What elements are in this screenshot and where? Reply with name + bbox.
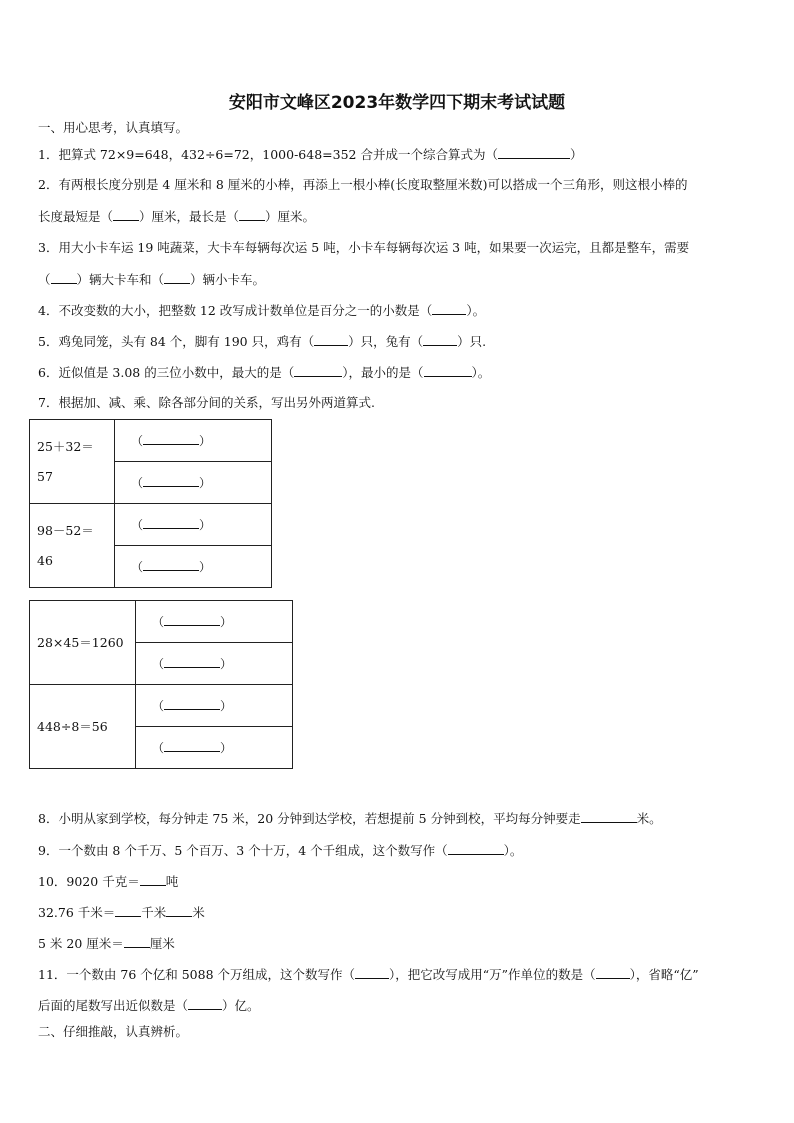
question-3-line-1: 3．用大小卡车运 19 吨蔬菜，大卡车每辆每次运 5 吨，小卡车每辆每次运 3 吨，如果要一次运完，且都是整车，需要 — [38, 240, 690, 255]
q6-text-a: 6．近似值是 3.08 的三位小数中，最大的是（ — [38, 365, 295, 380]
q2-text-b: ）厘米，最长是（ — [139, 209, 240, 224]
q1-text-end: ） — [569, 147, 583, 162]
q3-text-a: （ — [38, 272, 51, 287]
question-11-line-1 — [38, 966, 699, 983]
question-7: 7．根据加、减、乘、除各部分间的关系，写出另外两道算式. — [38, 395, 375, 410]
q11-text-d: 后面的尾数写出近似数是（ — [38, 998, 189, 1013]
q9-text: 9．一个数由 8 个千万、5 个百万、3 个十万，4 个千组成，这个数写作（ — [38, 843, 448, 858]
q2-blank-shortest[interactable] — [113, 208, 139, 221]
q11-blank-number[interactable] — [355, 966, 389, 979]
q10-blank-m[interactable] — [166, 904, 192, 917]
q4-text: 4．不改变数的大小，把整数 12 改写成计数单位是百分之一的小数是（ — [38, 303, 433, 318]
q10-text-d: 千米 — [141, 905, 167, 920]
q10-text-e: 米 — [192, 905, 205, 920]
q4-text-end: ）。 — [466, 303, 486, 318]
q1-answer-blank[interactable] — [498, 146, 570, 159]
question-2-line-1: 2．有两根长度分别是 4 厘米和 8 厘米的小棒，再添上一根小棒(长度取整厘米数)可以搭成一个三角形，则这根小棒的 — [38, 177, 688, 192]
q3-text-c: ）辆小卡车。 — [190, 272, 266, 287]
section-2-heading: 二、仔细推敲，认真辨析。 — [38, 1024, 189, 1039]
question-3-line-2 — [38, 271, 265, 288]
q5-text-c: ）只. — [457, 334, 487, 349]
q11-text-a: 11．一个数由 76 个亿和 5088 个万组成，这个数写作（ — [38, 967, 356, 982]
q7-eq1-part-a: 25＋32＝ — [37, 438, 94, 454]
q6-blank-min[interactable] — [424, 364, 472, 377]
q6-blank-max[interactable] — [294, 364, 342, 377]
q10-text-a: 10．9020 千克＝ — [38, 874, 140, 889]
q5-text-a: 5．鸡兔同笼，头有 84 个，脚有 190 只，鸡有（ — [38, 334, 315, 349]
page-title: 安阳市文峰区2023年数学四下期末考试试题 — [228, 93, 566, 113]
q6-text-c: ）。 — [471, 365, 491, 380]
q7-blank-5[interactable]: （ ） — [136, 601, 293, 643]
q7-equation-1 — [30, 420, 115, 504]
q7-eq2-part-b: 46 — [37, 552, 53, 568]
q10-blank-cm[interactable] — [124, 935, 150, 948]
q7-table-2 — [29, 600, 293, 769]
q2-blank-longest[interactable] — [239, 208, 265, 221]
question-11-line-2 — [38, 997, 260, 1014]
q2-text-a: 长度最短是（ — [38, 209, 114, 224]
question-10-line-3 — [38, 935, 175, 952]
q11-blank-wan[interactable] — [596, 966, 630, 979]
question-6 — [38, 364, 490, 381]
q10-text-c: 32.76 千米＝ — [38, 905, 116, 920]
q7-equation-2 — [30, 504, 115, 588]
q4-answer-blank[interactable] — [432, 302, 466, 315]
question-4 — [38, 302, 485, 319]
q10-blank-tons[interactable] — [140, 873, 166, 886]
q11-text-e: ）亿。 — [222, 998, 260, 1013]
question-10-line-1 — [38, 873, 178, 890]
section-1-heading: 一、用心思考，认真填写。 — [38, 120, 189, 135]
q10-text-g: 厘米 — [149, 936, 175, 951]
q8-text: 8．小明从家到学校，每分钟走 75 米，20 分钟到达学校，若想提前 5 分钟到校，平均每分钟要走 — [38, 811, 581, 826]
question-9 — [38, 842, 522, 859]
q1-text: 1．把算式 72×9=648，432÷6=72，1000-648=352 合并成一个综合算式为（ — [38, 147, 498, 162]
q5-text-b: ）只，兔有（ — [348, 334, 424, 349]
q5-blank-rabbits[interactable] — [423, 333, 457, 346]
q3-blank-big-trucks[interactable] — [51, 271, 77, 284]
q6-text-b: ），最小的是（ — [342, 365, 424, 380]
q7-eq1-part-b: 57 — [37, 468, 53, 484]
q7-blank-4[interactable]: （ ） — [115, 546, 272, 588]
q11-text-c: ），省略“亿” — [629, 967, 699, 982]
q7-equation-4: 448÷8＝56 — [30, 685, 136, 769]
q10-text-f: 5 米 20 厘米＝ — [38, 936, 124, 951]
q2-text-c: ）厘米。 — [265, 209, 316, 224]
question-8 — [38, 810, 662, 827]
q7-equation-3: 28×45＝1260 — [30, 601, 136, 685]
q7-eq2-part-a: 98－52＝ — [37, 522, 94, 538]
q10-text-b: 吨 — [165, 874, 179, 889]
q3-blank-small-trucks[interactable] — [164, 271, 190, 284]
q10-blank-km[interactable] — [115, 904, 141, 917]
question-2-line-2 — [38, 208, 315, 225]
q9-answer-blank[interactable] — [448, 842, 504, 855]
q3-text-b: ）辆大卡车和（ — [76, 272, 165, 287]
q11-blank-approx[interactable] — [188, 997, 222, 1010]
q9-text-end: ）。 — [503, 843, 523, 858]
q11-text-b: ），把它改写成用“万”作单位的数是（ — [389, 967, 596, 982]
q7-blank-2[interactable]: （ ） — [115, 462, 272, 504]
question-5 — [38, 333, 486, 350]
q7-table-1 — [29, 419, 272, 588]
q7-blank-3[interactable]: （ ） — [115, 504, 272, 546]
q5-blank-chickens[interactable] — [314, 333, 348, 346]
q7-blank-1[interactable]: （ ） — [115, 420, 272, 462]
q7-blank-6[interactable]: （ ） — [136, 643, 293, 685]
q7-blank-7[interactable]: （ ） — [136, 685, 293, 727]
q7-blank-8[interactable]: （ ） — [136, 727, 293, 769]
question-10-line-2 — [38, 904, 205, 921]
q8-answer-blank[interactable] — [581, 810, 637, 823]
q8-text-end: 米。 — [636, 811, 662, 826]
question-1 — [38, 146, 582, 163]
